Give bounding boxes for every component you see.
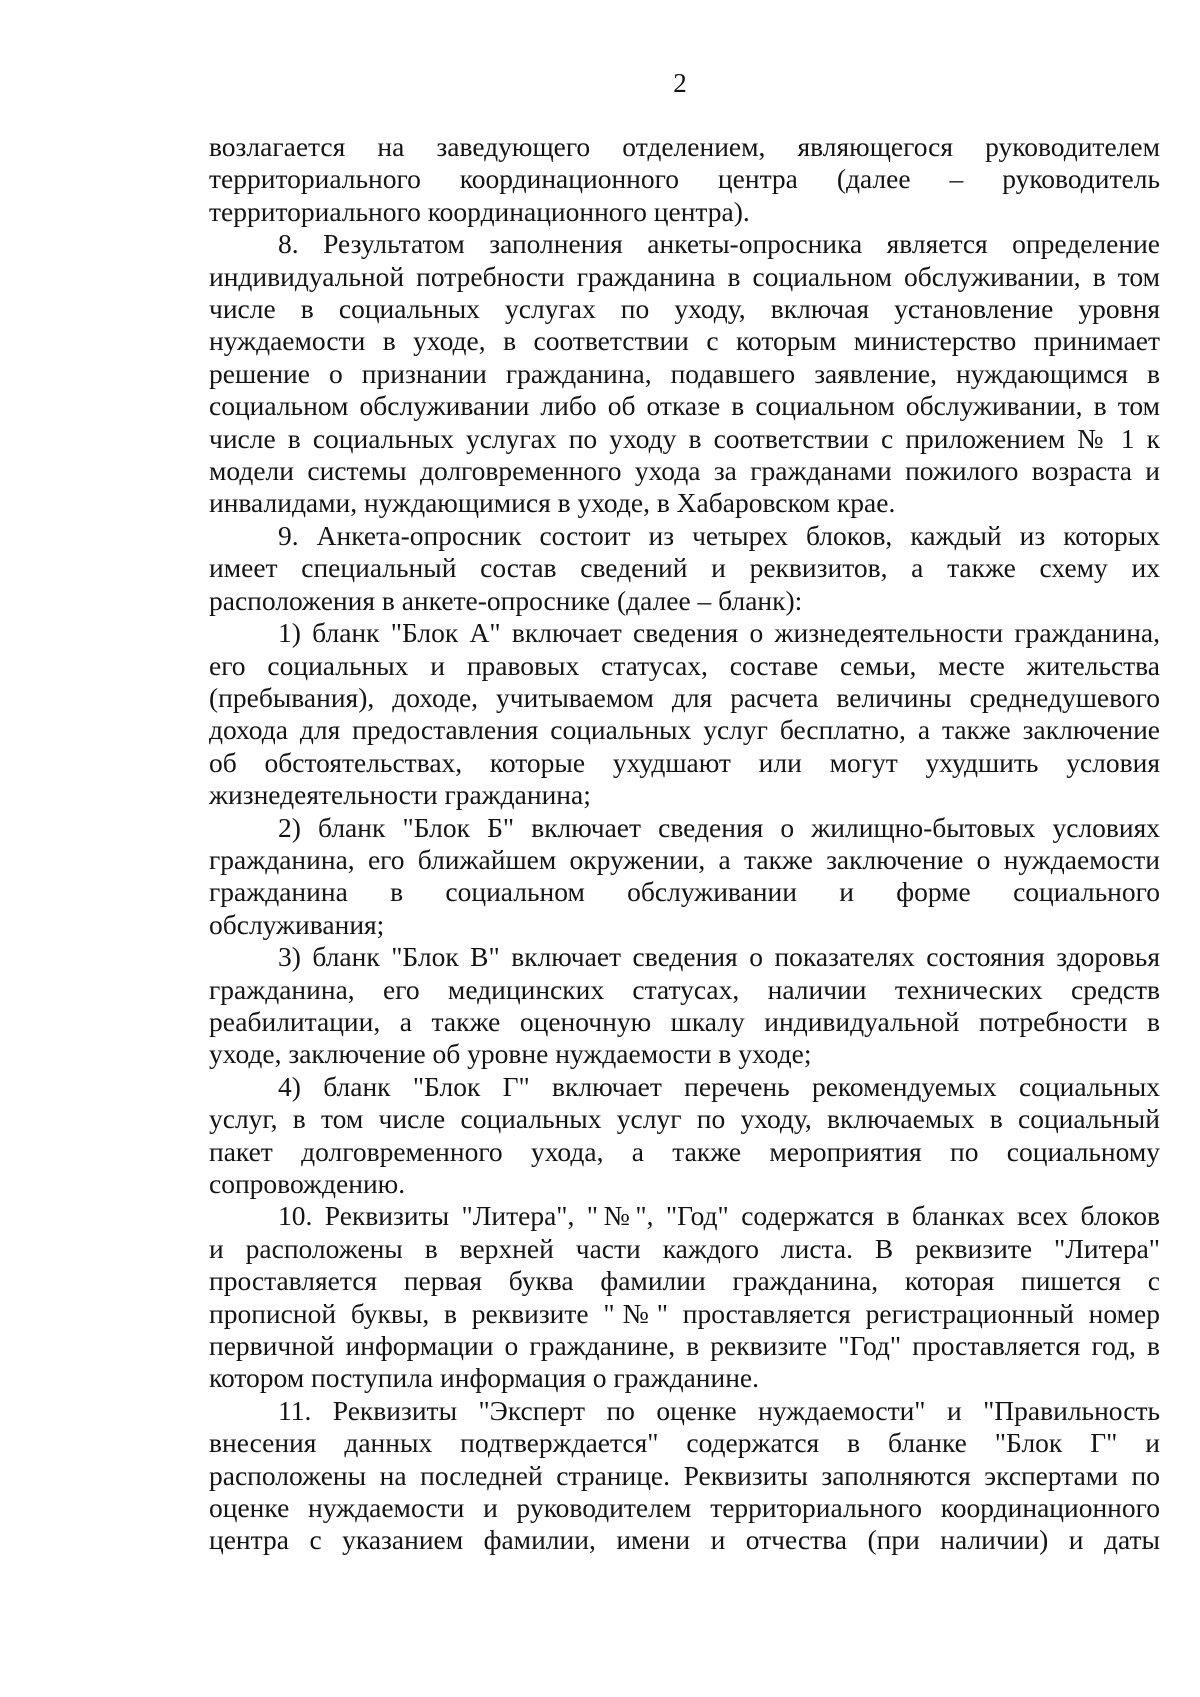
- text-line: дохода для предоставления социальных услуг бесплатно, а также заключение: [209, 714, 1160, 746]
- text-line: имеет специальный состав сведений и реквизитов, а также схему их: [209, 552, 1160, 584]
- text-line: 1) бланк "Блок А" включает сведения о жизнедеятельности гражданина,: [278, 617, 1160, 649]
- text-line: проставляется первая буква фамилии гражданина, которая пишется с: [209, 1265, 1160, 1297]
- text-line: модели системы долговременного ухода за гражданами пожилого возраста и: [209, 455, 1160, 487]
- paragraph-9-2: [209, 812, 1160, 942]
- text-line: гражданина, его медицинских статусах, наличии технических средств: [209, 973, 1160, 1005]
- text-line: возлагается на заведующего отделением, являющегося руководителем: [209, 131, 1160, 162]
- text-line: центра с указанием фамилии, имени и отчества (при наличии) и даты: [209, 1524, 1160, 1556]
- text-line: инвалидами, нуждающимися в уходе, в Хабаровском крае.: [209, 487, 896, 519]
- text-line: гражданина в социальном обслуживании и форме социального: [209, 876, 1160, 908]
- text-line: 4) бланк "Блок Г" включает перечень рекомендуемых социальных: [278, 1070, 1160, 1102]
- text-line: услуг, в том числе социальных услуг по уходу, включаемых в социальный: [209, 1103, 1160, 1135]
- paragraph-9-1: [209, 617, 1160, 811]
- text-line: его социальных и правовых статусах, составе семьи, месте жительства: [209, 649, 1160, 681]
- paragraph-9: [209, 520, 1160, 617]
- text-line: первичной информации о гражданине, в реквизите "Год" проставляется год, в: [209, 1330, 1160, 1362]
- text-line: территориального координационного центра (далее – руководитель: [209, 163, 1160, 195]
- text-line: решение о признании гражданина, подавшего заявление, нуждающимся в: [209, 357, 1160, 389]
- text-line: обслуживания;: [209, 908, 385, 940]
- text-line: котором поступила информация о гражданине.: [209, 1362, 760, 1394]
- paragraph-11: [209, 1395, 1160, 1557]
- text-line: сопровождению.: [209, 1168, 406, 1199]
- text-line: расположены на последней странице. Реквизиты заполняются экспертами по: [209, 1459, 1160, 1491]
- text-line: жизнедеятельности гражданина;: [209, 779, 591, 811]
- paragraph-9-3: [209, 941, 1160, 1071]
- paragraph-9-4: [209, 1071, 1160, 1201]
- text-line: числе в социальных услугах по уходу, включая установление уровня: [209, 293, 1160, 325]
- text-line: и расположены в верхней части каждого листа. В реквизите "Литера": [209, 1232, 1160, 1264]
- paragraph-8: [209, 228, 1160, 520]
- text-line: (пребывания), доходе, учитываемом для расчета величины среднедушевого: [209, 681, 1160, 713]
- paragraph-continuation: [209, 131, 1160, 228]
- paragraph-10: [209, 1200, 1160, 1394]
- text-line: 8. Результатом заполнения анкеты-опросника является определение: [278, 228, 1160, 260]
- text-line: территориального координационного центра).: [209, 195, 750, 227]
- text-line: 9. Анкета-опросник состоит из четырех блоков, каждый из которых: [278, 519, 1160, 551]
- document-body: [209, 131, 1160, 1557]
- text-line: индивидуальной потребности гражданина в социальном обслуживании, в том: [209, 260, 1160, 292]
- text-line: прописной буквы, в реквизите "№" проставляется регистрационный номер: [209, 1297, 1160, 1329]
- text-line: расположения в анкете-опроснике (далее – бланк):: [209, 584, 803, 616]
- text-line: 3) бланк "Блок В" включает сведения о показателях состояния здоровья: [278, 941, 1160, 973]
- text-line: 11. Реквизиты "Эксперт по оценке нуждаемости" и "Правильность: [278, 1394, 1160, 1426]
- text-line: пакет долговременного ухода, а также мероприятия по социальному: [209, 1135, 1160, 1167]
- text-line: уходе, заключение об уровне нуждаемости в уходе;: [209, 1038, 812, 1070]
- text-line: числе в социальных услугах по уходу в соответствии с приложением № 1 к: [209, 422, 1160, 454]
- page-number: 2: [673, 68, 687, 98]
- text-line: внесения данных подтверждается" содержатся в бланке "Блок Г" и: [209, 1427, 1160, 1459]
- text-line: 2) бланк "Блок Б" включает сведения о жилищно-бытовых условиях: [278, 811, 1160, 843]
- text-line: об обстоятельствах, которые ухудшают или могут ухудшить условия: [209, 746, 1160, 778]
- text-line: гражданина, его ближайшем окружении, а также заключение о нуждаемости: [209, 843, 1160, 875]
- text-line: нуждаемости в уходе, в соответствии с которым министерство принимает: [209, 325, 1160, 357]
- text-line: реабилитации, а также оценочную шкалу индивидуальной потребности в: [209, 1005, 1160, 1037]
- text-line: социальном обслуживании либо об отказе в социальном обслуживании, в том: [209, 390, 1160, 422]
- text-line: 10. Реквизиты "Литера", "№", "Год" содержатся в бланках всех блоков: [278, 1200, 1160, 1232]
- text-line: оценке нуждаемости и руководителем территориального координационного: [209, 1492, 1160, 1524]
